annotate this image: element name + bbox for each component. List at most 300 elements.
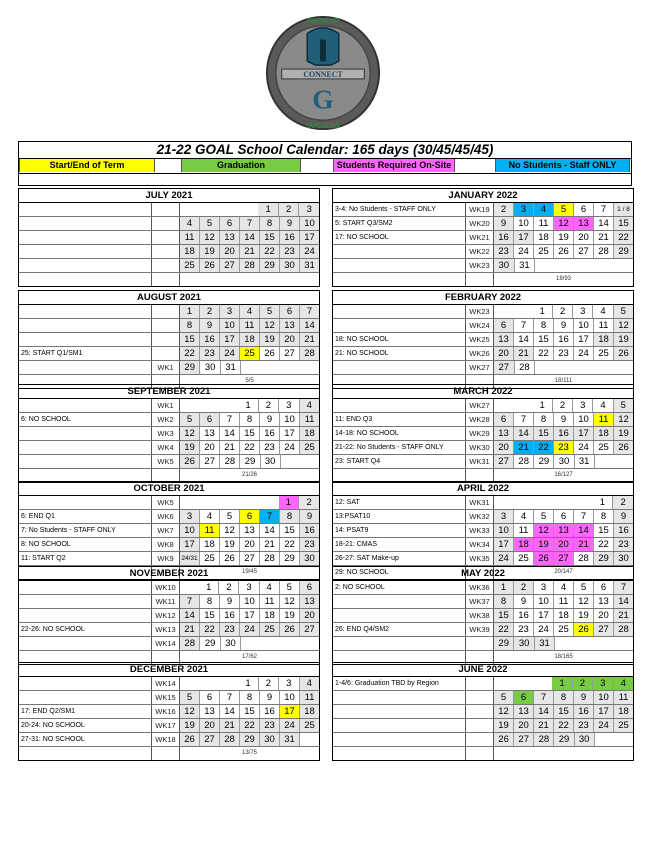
day-cell: 24 xyxy=(280,719,300,732)
week-number: WK5 xyxy=(152,455,180,468)
month-title: JUNE 2022 xyxy=(333,663,633,677)
day-cell: 26 xyxy=(180,733,200,746)
empty-cell xyxy=(594,361,614,374)
day-cell: 27 xyxy=(200,733,220,746)
day-cell: 10 xyxy=(300,217,319,230)
month-title: OCTOBER 2021 xyxy=(19,482,319,496)
week-row xyxy=(333,361,633,375)
day-cell: 18 xyxy=(180,245,200,258)
day-cell: 10 xyxy=(574,413,594,426)
day-cell: 24 xyxy=(280,441,300,454)
day-cell: 17 xyxy=(220,333,240,346)
day-cell: 16 xyxy=(554,427,574,440)
empty-cell xyxy=(613,259,633,272)
day-cell: 24 xyxy=(534,623,554,636)
empty-cell xyxy=(239,203,259,216)
week-number: WK11 xyxy=(152,595,180,608)
day-cell: 23 xyxy=(200,347,220,360)
day-cell: 10 xyxy=(534,595,554,608)
empty-cell xyxy=(614,637,633,650)
empty-cell xyxy=(555,637,574,650)
day-cell: 6 xyxy=(554,510,574,523)
day-cell: 19 xyxy=(180,719,200,732)
day-cell: 28 xyxy=(240,259,260,272)
day-cell: 14 xyxy=(240,231,260,244)
week-row xyxy=(19,496,319,510)
empty-cell xyxy=(281,455,300,468)
empty-cell xyxy=(533,677,552,690)
day-cell: 5 xyxy=(574,581,594,594)
event-note: 18: NO SCHOOL xyxy=(333,333,466,346)
day-cell: 2 xyxy=(573,677,593,690)
day-cell: 7 xyxy=(514,319,534,332)
week-number: WK21 xyxy=(466,231,494,244)
empty-cell xyxy=(300,455,319,468)
day-cell: 16 xyxy=(574,705,594,718)
week-number: WK39 xyxy=(466,623,494,636)
month-march-2022 xyxy=(332,384,634,483)
week-row xyxy=(19,733,319,747)
week-number: WK33 xyxy=(466,524,494,537)
day-cell: 9 xyxy=(220,595,240,608)
day-cell: 26 xyxy=(200,259,220,272)
empty-cell xyxy=(219,399,238,412)
day-cell: 28 xyxy=(534,733,554,746)
event-note xyxy=(19,245,152,258)
day-cell: 8 xyxy=(180,319,200,332)
day-cell: 10 xyxy=(280,691,300,704)
day-cell: 5 xyxy=(180,691,200,704)
day-cell: 6 xyxy=(240,510,260,523)
event-note: 21: NO SCHOOL xyxy=(333,347,466,360)
event-note: 6: END Q1 xyxy=(19,510,152,523)
week-row xyxy=(333,552,633,566)
empty-cell xyxy=(533,496,553,509)
day-cell: 30 xyxy=(575,733,595,746)
day-cell: 23 xyxy=(554,441,574,454)
week-row xyxy=(19,259,319,273)
day-cell: 28 xyxy=(220,455,240,468)
day-cell: 14 xyxy=(514,427,534,440)
day-cell: 13 xyxy=(514,705,534,718)
day-cell: 22 xyxy=(180,347,200,360)
week-number: WK14 xyxy=(152,637,180,650)
day-cell: 12 xyxy=(554,217,574,230)
event-note: 12: SAT xyxy=(333,496,466,509)
week-number: WK1 xyxy=(152,399,180,412)
day-cell: 20 xyxy=(494,441,514,454)
week-row xyxy=(19,441,319,455)
empty-cell xyxy=(199,677,218,690)
month-may-2022 xyxy=(332,566,634,665)
day-cell: 10 xyxy=(240,595,260,608)
month-title: NOVEMBER 2021 xyxy=(19,567,319,581)
day-cell: 14 xyxy=(300,319,319,332)
week-row xyxy=(19,427,319,441)
day-cell: 20 xyxy=(514,719,534,732)
event-note: 29: NO SCHOOL xyxy=(333,566,466,579)
day-cell: 23 xyxy=(220,623,240,636)
day-cell: 22 xyxy=(594,538,614,551)
month-title: FEBRUARY 2022 xyxy=(333,291,633,305)
day-cell: 20 xyxy=(280,333,300,346)
week-row xyxy=(19,691,319,705)
week-row xyxy=(19,231,319,245)
week-row xyxy=(333,581,633,595)
week-row xyxy=(19,510,319,524)
event-note xyxy=(333,747,466,760)
empty-cell xyxy=(594,637,613,650)
day-cell: 3 xyxy=(573,305,593,318)
day-cell: 8 xyxy=(280,510,300,523)
day-cell: 28 xyxy=(260,552,280,565)
day-cell: 19 xyxy=(574,609,594,622)
empty-cell xyxy=(513,305,532,318)
day-count: 20/147 xyxy=(554,569,573,575)
week-row xyxy=(333,259,633,273)
empty-cell xyxy=(200,496,220,509)
day-cell: 15 xyxy=(180,333,200,346)
week-row xyxy=(19,245,319,259)
day-cell: 6 xyxy=(280,305,300,318)
day-cell: 7 xyxy=(300,305,319,318)
event-note xyxy=(19,231,152,244)
day-cell: 1 / 8 xyxy=(614,203,633,216)
week-row xyxy=(19,413,319,427)
week-number xyxy=(152,245,180,258)
day-cell: 10 xyxy=(180,524,200,537)
day-cell: 24 xyxy=(594,719,614,732)
event-note: 20-24: NO SCHOOL xyxy=(19,719,152,732)
day-cell: 4 xyxy=(593,305,613,318)
day-cell: 8 xyxy=(534,319,554,332)
day-cell: 5 xyxy=(260,305,280,318)
day-cell: 17 xyxy=(534,609,554,622)
empty-cell xyxy=(614,455,633,468)
week-number xyxy=(152,259,180,272)
day-cell: 11 xyxy=(200,524,220,537)
day-cell: 15 xyxy=(240,427,260,440)
day-cell: 8 xyxy=(494,595,514,608)
event-note xyxy=(19,217,152,230)
week-row xyxy=(333,538,633,552)
empty-cell xyxy=(513,399,532,412)
event-note xyxy=(333,273,466,286)
day-cell: 17 xyxy=(594,705,614,718)
day-cell: 4 xyxy=(180,217,200,230)
day-cell: 15 xyxy=(200,609,220,622)
week-row xyxy=(19,623,319,637)
empty-cell xyxy=(241,361,260,374)
legend-start-end-term: Start/End of Term xyxy=(19,159,155,172)
day-cell: 22 xyxy=(614,231,633,244)
day-cell: 16 xyxy=(494,231,514,244)
week-row xyxy=(19,524,319,538)
week-row xyxy=(19,319,319,333)
day-cell: 14 xyxy=(260,524,280,537)
week-row xyxy=(19,361,319,375)
week-row xyxy=(333,413,633,427)
week-number: WK34 xyxy=(466,538,494,551)
day-cell: 20 xyxy=(200,719,220,732)
total-row xyxy=(333,747,633,760)
day-cell: 12 xyxy=(280,595,300,608)
day-cell: 1 xyxy=(180,305,200,318)
day-cell: 31 xyxy=(221,361,241,374)
day-cell: 19 xyxy=(180,441,200,454)
day-cell: 9 xyxy=(200,319,220,332)
month-december-2021 xyxy=(18,662,320,761)
week-row xyxy=(19,595,319,609)
day-cell: 12 xyxy=(180,427,200,440)
day-cell: 29 xyxy=(534,455,554,468)
day-cell: 2 xyxy=(259,677,279,690)
day-cell: 21 xyxy=(220,719,240,732)
day-cell: 4 xyxy=(514,510,534,523)
day-cell: 16 xyxy=(260,705,280,718)
event-note: 23: START Q4 xyxy=(333,455,466,468)
empty-cell xyxy=(575,637,594,650)
week-row xyxy=(19,217,319,231)
event-note: 5: START Q3/SM2 xyxy=(333,217,466,230)
day-cell: 10 xyxy=(494,524,514,537)
event-note xyxy=(333,719,466,732)
event-note: 3-4: No Students - STAFF ONLY xyxy=(333,203,466,216)
week-number: WK7 xyxy=(152,524,180,537)
day-cell: 17 xyxy=(280,705,300,718)
week-number: WK18 xyxy=(152,733,180,746)
day-cell: 1 xyxy=(199,581,219,594)
day-cell: 11 xyxy=(534,217,554,230)
day-cell: 14 xyxy=(220,427,240,440)
goal-connect-logo xyxy=(264,14,382,132)
week-row xyxy=(333,231,633,245)
day-cell: 6 xyxy=(200,413,220,426)
day-cell: 19 xyxy=(534,538,554,551)
day-cell: 4 xyxy=(260,581,280,594)
event-note xyxy=(333,259,466,272)
week-number xyxy=(466,747,494,760)
empty-cell xyxy=(199,399,218,412)
week-number xyxy=(466,637,494,650)
event-note xyxy=(19,361,152,374)
day-cell: 26 xyxy=(180,455,200,468)
day-cell: 1 xyxy=(238,677,258,690)
total-row xyxy=(19,273,319,286)
day-cell: 28 xyxy=(574,552,594,565)
week-number: WK32 xyxy=(466,510,494,523)
day-cell: 28 xyxy=(180,637,200,650)
empty-cell xyxy=(555,259,575,272)
day-cell: 3 xyxy=(534,581,554,594)
week-row xyxy=(19,581,319,595)
day-cell: 17 xyxy=(494,538,514,551)
day-cell: 20 xyxy=(494,347,514,360)
day-cell: 3 xyxy=(239,581,259,594)
day-cell: 27 xyxy=(200,455,220,468)
day-cell: 25 xyxy=(300,719,319,732)
week-row xyxy=(19,705,319,719)
week-number: WK28 xyxy=(466,413,494,426)
day-cell: 2 xyxy=(553,399,573,412)
day-cell: 22 xyxy=(240,441,260,454)
empty-cell xyxy=(180,399,199,412)
day-cell: 13 xyxy=(554,524,574,537)
day-cell: 16 xyxy=(220,609,240,622)
week-row xyxy=(333,305,633,319)
day-count: 18/111 xyxy=(554,378,573,384)
day-cell: 2 xyxy=(219,581,239,594)
day-cell: 25 xyxy=(594,441,614,454)
week-number: WK20 xyxy=(466,217,494,230)
day-cell: 18 xyxy=(260,609,280,622)
day-cell: 16 xyxy=(280,231,300,244)
day-cell: 27 xyxy=(554,552,574,565)
week-number: WK15 xyxy=(152,691,180,704)
day-cell: 5 xyxy=(494,691,514,704)
day-count xyxy=(180,273,319,286)
week-number: WK35 xyxy=(466,552,494,565)
day-cell: 18 xyxy=(554,609,574,622)
day-cell: 6 xyxy=(574,203,594,216)
day-cell: 30 xyxy=(514,637,534,650)
day-count: 18/165 xyxy=(554,654,573,660)
week-row xyxy=(19,538,319,552)
week-row xyxy=(19,305,319,319)
day-cell: 12 xyxy=(614,319,633,332)
day-cell: 11 xyxy=(554,595,574,608)
day-cell: 26 xyxy=(260,347,280,360)
day-cell: 12 xyxy=(200,231,220,244)
day-cell: 25 xyxy=(240,347,260,360)
week-row xyxy=(333,623,633,637)
week-number: WK25 xyxy=(466,333,494,346)
empty-cell xyxy=(180,677,199,690)
day-cell: 22 xyxy=(494,623,514,636)
legend-no-students: No Students - Staff ONLY xyxy=(495,159,630,172)
day-cell: 6 xyxy=(514,691,534,704)
svg-text:SUCCEED: SUCCEED xyxy=(306,123,340,131)
event-note: 18-21: CMAS xyxy=(333,538,466,551)
empty-cell xyxy=(553,496,573,509)
week-row xyxy=(333,203,633,217)
day-cell: 23 xyxy=(260,719,280,732)
day-cell: 28 xyxy=(594,245,614,258)
day-cell: 14 xyxy=(514,333,534,346)
month-august-2021 xyxy=(18,290,320,389)
day-cell: 31 xyxy=(535,637,555,650)
day-cell: 18 xyxy=(594,333,614,346)
event-note xyxy=(333,595,466,608)
event-note xyxy=(19,637,152,650)
day-cell: 19 xyxy=(260,333,280,346)
day-cell: 21 xyxy=(220,441,240,454)
day-cell: 24/31 xyxy=(180,552,200,565)
day-cell: 18 xyxy=(614,705,633,718)
day-cell: 4 xyxy=(200,510,220,523)
day-cell: 19 xyxy=(614,333,633,346)
day-cell: 10 xyxy=(574,319,594,332)
day-cell: 4 xyxy=(593,399,613,412)
day-cell: 26 xyxy=(220,552,240,565)
day-cell: 5 xyxy=(180,413,200,426)
day-cell: 31 xyxy=(515,259,536,272)
event-note xyxy=(333,637,466,650)
calendar-header xyxy=(18,141,632,186)
day-cell: 20 xyxy=(220,245,240,258)
day-cell: 7 xyxy=(180,595,200,608)
day-cell: 25 xyxy=(614,719,633,732)
week-number: WK5 xyxy=(152,496,180,509)
week-number: WK31 xyxy=(466,455,494,468)
empty-cell xyxy=(241,637,260,650)
day-cell: 21 xyxy=(594,231,614,244)
week-number xyxy=(152,203,180,216)
day-cell: 13 xyxy=(300,595,319,608)
day-cell: 4 xyxy=(300,677,319,690)
week-row xyxy=(19,399,319,413)
day-cell: 1 xyxy=(238,399,258,412)
day-cell: 31 xyxy=(300,259,319,272)
event-note: 22-26: NO SCHOOL xyxy=(19,623,152,636)
week-row xyxy=(333,441,633,455)
total-row xyxy=(333,273,633,286)
day-cell: 20 xyxy=(200,441,220,454)
event-note xyxy=(19,273,152,286)
day-cell: 20 xyxy=(240,538,260,551)
day-cell: 17 xyxy=(574,427,594,440)
day-cell: 11 xyxy=(594,413,614,426)
week-number xyxy=(466,733,494,746)
empty-cell xyxy=(180,203,200,216)
day-cell: 5 xyxy=(534,510,554,523)
day-cell: 6 xyxy=(300,581,319,594)
day-cell: 12 xyxy=(260,319,280,332)
event-note xyxy=(19,609,152,622)
event-note: 17: NO SCHOOL xyxy=(333,231,466,244)
day-cell: 26 xyxy=(574,623,594,636)
day-cell: 16 xyxy=(514,609,534,622)
day-cell: 19 xyxy=(200,245,220,258)
day-cell: 21 xyxy=(614,609,633,622)
week-number: WK8 xyxy=(152,538,180,551)
day-cell: 2 xyxy=(613,496,633,509)
day-cell: 18 xyxy=(200,538,220,551)
day-cell: 2 xyxy=(299,496,319,509)
empty-cell xyxy=(613,361,633,374)
week-number: WK14 xyxy=(152,677,180,690)
day-cell: 13 xyxy=(574,217,594,230)
day-cell: 30 xyxy=(221,637,241,650)
week-row xyxy=(19,719,319,733)
event-note xyxy=(19,319,152,332)
day-cell: 26 xyxy=(614,441,633,454)
event-note xyxy=(19,259,152,272)
empty-cell xyxy=(494,399,513,412)
empty-cell xyxy=(280,637,299,650)
event-note xyxy=(333,705,466,718)
day-cell: 20 xyxy=(574,231,594,244)
day-cell: 21 xyxy=(260,538,280,551)
day-cell: 24 xyxy=(240,623,260,636)
event-note xyxy=(333,361,466,374)
day-cell: 13 xyxy=(494,333,514,346)
day-cell: 6 xyxy=(494,413,514,426)
week-number xyxy=(152,273,180,286)
week-row xyxy=(333,399,633,413)
empty-cell xyxy=(513,677,532,690)
week-row xyxy=(333,691,633,705)
